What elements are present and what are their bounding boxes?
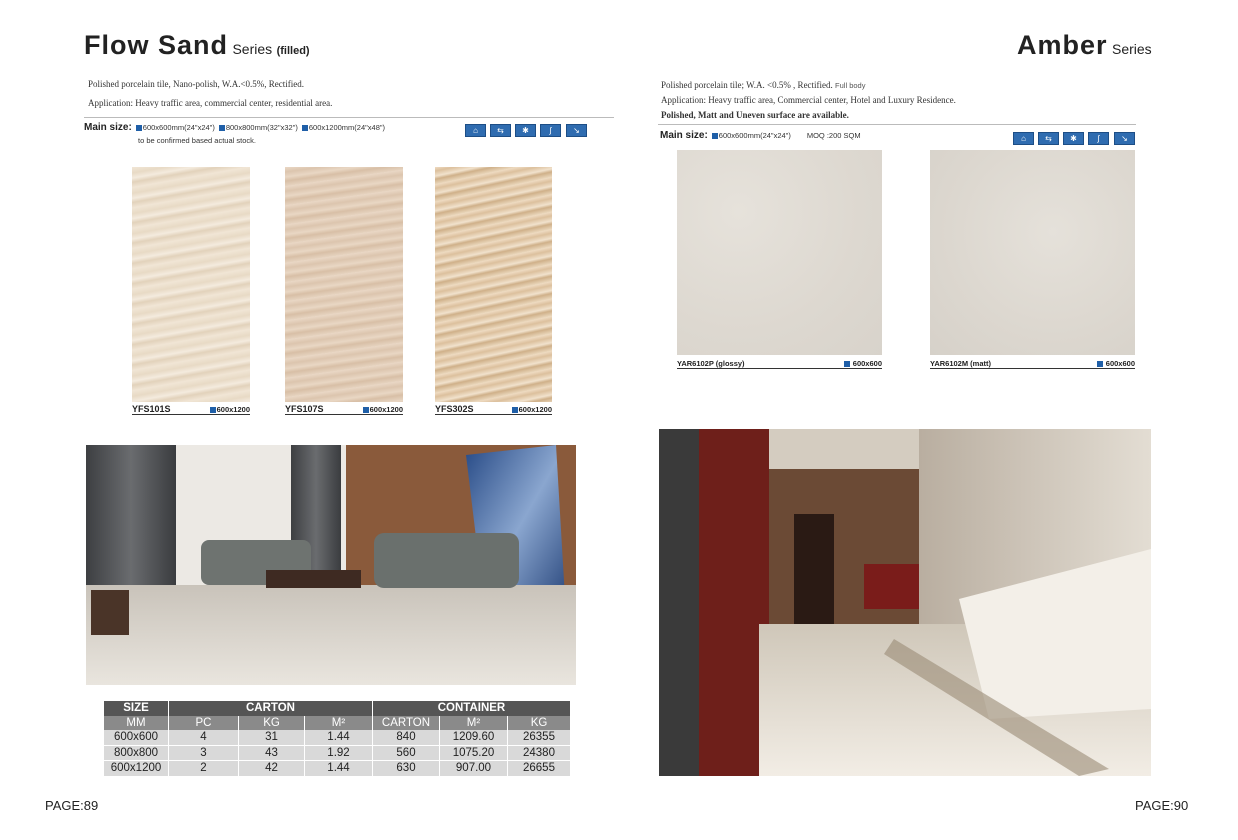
table-header-cell: CONTAINER: [373, 701, 571, 716]
table-cell: 26655: [508, 761, 571, 777]
tile-image-yfs107s: [285, 167, 403, 402]
left-page-title: [84, 30, 310, 61]
right-description: [661, 80, 865, 90]
left-description: Polished porcelain tile, Nano-polish, W.A.<0.5%, Rectified.: [88, 79, 305, 89]
acid-resistant-icon: ⇆: [490, 124, 511, 137]
tile-code: YFS302S: [435, 404, 474, 414]
right-page-title: [1017, 30, 1152, 61]
right-moq: MOQ :200 SQM: [806, 131, 861, 140]
tile-caption: [435, 404, 552, 415]
table-subheader-cell: MM: [104, 716, 169, 731]
right-application: Application: Heavy traffic area, Commercial center, Hotel and Luxury Residence.: [661, 95, 956, 105]
table-subheader-cell: KG: [239, 716, 305, 731]
left-application: Application: Heavy traffic area, commercial center, residential area.: [88, 98, 333, 108]
right-main-size: [660, 130, 865, 141]
spec-table: [104, 701, 571, 777]
table-subheader-cell: M²: [305, 716, 373, 731]
tile-caption: [285, 404, 403, 415]
frost-resistant-icon: ⌂: [1013, 132, 1034, 145]
tile-size: 600x1200: [363, 405, 403, 414]
acid-resistant-icon: ⇆: [1038, 132, 1059, 145]
tile-caption: [930, 359, 1135, 369]
table-header-cell: SIZE: [104, 701, 169, 716]
table-header: [104, 701, 571, 716]
right-page-number: PAGE:90: [1135, 798, 1189, 813]
right-description-text: Polished porcelain tile; W.A. <0.5% , Rectified.: [661, 80, 833, 90]
table-row: [104, 761, 571, 777]
table-cell: 630: [373, 761, 440, 777]
tile-image-yfs302s: [435, 167, 552, 402]
frost-resistant-icon: ⌂: [465, 124, 486, 137]
table-subheader-cell: KG: [508, 716, 571, 731]
tile-code: YAR6102M (matt): [930, 359, 991, 368]
right-divider: [658, 124, 1136, 125]
table-row: [104, 730, 571, 745]
living-room-photo: [86, 445, 576, 685]
tile-caption: [677, 359, 882, 369]
table-cell: 907.00: [440, 761, 508, 777]
table-cell: 600x600: [104, 730, 169, 745]
table-cell: 1.44: [305, 761, 373, 777]
left-size-option: 600x1200mm(24"x48"): [302, 123, 385, 132]
wear-icon: ↘: [566, 124, 587, 137]
table-cell: 31: [239, 730, 305, 745]
table-header-cell: CARTON: [169, 701, 373, 716]
table-cell: 3: [169, 745, 239, 761]
left-page-number: PAGE:89: [45, 798, 99, 813]
tile-code: YAR6102P (glossy): [677, 359, 745, 368]
tile-image-yfs101s: [132, 167, 250, 402]
right-full-body: Full body: [835, 81, 866, 90]
tile-image-yar6102p: [677, 150, 882, 355]
bedroom-illustration: [659, 429, 1151, 776]
tile-size: 600x1200: [512, 405, 552, 414]
right-size-option: 600x600mm(24"x24"): [712, 131, 791, 140]
left-main-size-label: Main size:: [84, 122, 132, 133]
table-cell: 4: [169, 730, 239, 745]
living-room-illustration: [86, 445, 576, 685]
table-subheader-cell: PC: [169, 716, 239, 731]
wear-icon: ↘: [1114, 132, 1135, 145]
table-cell: 800x800: [104, 745, 169, 761]
table-subheader: [104, 716, 571, 731]
left-subtitle: (filled): [276, 45, 310, 57]
tile-size: 600x600: [1097, 359, 1135, 368]
table-cell: 840: [373, 730, 440, 745]
right-series-name: Amber: [1017, 30, 1108, 60]
table-cell: 1.44: [305, 730, 373, 745]
left-series-name: Flow Sand: [84, 30, 228, 60]
table-cell: 1075.20: [440, 745, 508, 761]
bedroom-photo: [659, 429, 1151, 776]
slip-icon: ∫: [540, 124, 561, 137]
tile-size: 600x1200: [210, 405, 250, 414]
left-size-option: 600x600mm(24"x24"): [136, 123, 215, 132]
tile-code: YFS107S: [285, 404, 324, 414]
tile-caption: [132, 404, 250, 415]
freeze-icon: ✱: [515, 124, 536, 137]
table-cell: 600x1200: [104, 761, 169, 777]
left-size-option: 800x800mm(32"x32"): [219, 123, 298, 132]
table-subheader-cell: CARTON: [373, 716, 440, 731]
tile-image-yar6102m: [930, 150, 1135, 355]
table-cell: 1209.60: [440, 730, 508, 745]
table-cell: 560: [373, 745, 440, 761]
table-row: [104, 745, 571, 761]
right-series-word: Series: [1111, 41, 1152, 57]
right-main-size-label: Main size:: [660, 130, 708, 141]
table-cell: 24380: [508, 745, 571, 761]
left-series-word: Series: [232, 41, 273, 57]
left-size-note: to be confirmed based actual stock.: [138, 136, 256, 145]
table-cell: 1.92: [305, 745, 373, 761]
tile-size: 600x600: [844, 359, 882, 368]
table-cell: 42: [239, 761, 305, 777]
table-subheader-cell: M²: [440, 716, 508, 731]
left-divider: [84, 117, 614, 118]
freeze-icon: ✱: [1063, 132, 1084, 145]
table-cell: 2: [169, 761, 239, 777]
left-main-size: [84, 122, 389, 133]
table-cell: 26355: [508, 730, 571, 745]
table-cell: 43: [239, 745, 305, 761]
tile-code: YFS101S: [132, 404, 171, 414]
slip-icon: ∫: [1088, 132, 1109, 145]
right-surface-note: Polished, Matt and Uneven surface are available.: [661, 110, 849, 120]
